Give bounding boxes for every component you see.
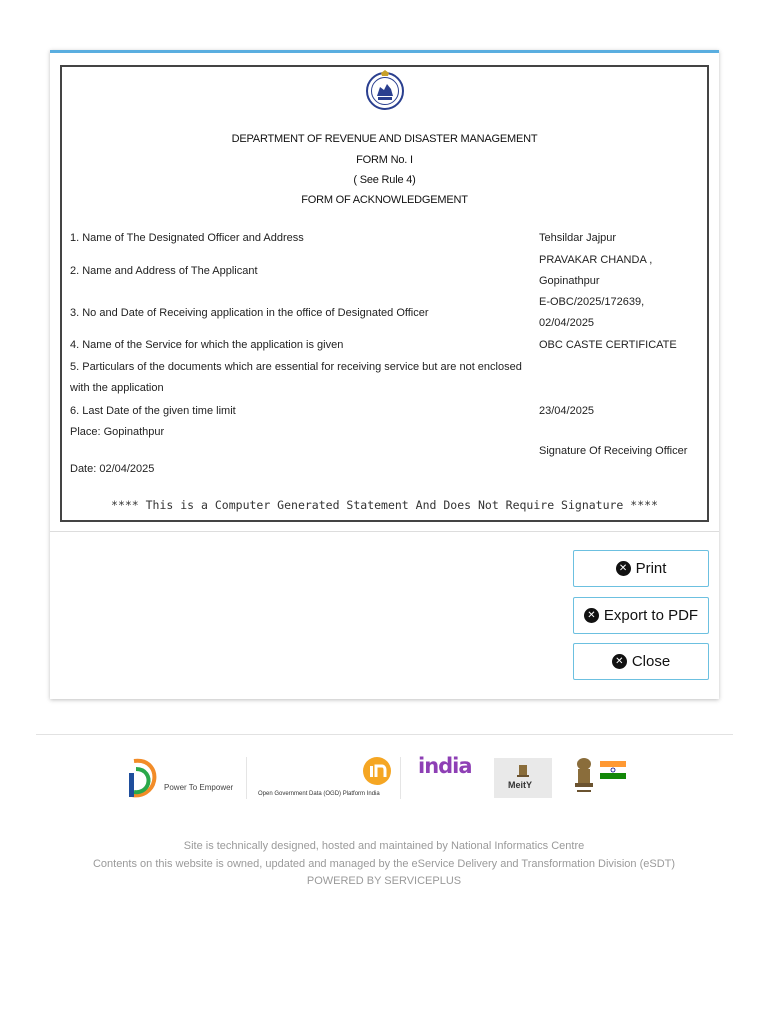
ogd-circle-icon <box>362 756 392 786</box>
signature-label: Signature Of Receiving Officer <box>539 445 688 457</box>
national-emblem-icon <box>516 763 530 777</box>
logo-separator <box>400 757 401 799</box>
service-name-value: OBC CASTE CERTIFICATE <box>539 339 677 351</box>
digital-india-icon <box>126 757 160 799</box>
meity-logo[interactable] <box>494 758 552 798</box>
footer-line-esdt: Contents on this website is owned, updated and managed by the eService Delivery and Transformation Division (eSDT) <box>92 858 676 870</box>
close-circle-icon: ✕ <box>612 654 627 669</box>
applicant-name-value: PRAVAKAR CHANDA , <box>539 254 653 266</box>
print-button[interactable] <box>573 550 709 587</box>
acknowledgement-card <box>50 50 719 699</box>
designated-officer-label: 1. Name of The Designated Officer and Address <box>70 232 304 244</box>
documents-label-line1: 5. Particulars of the documents which are essential for receiving service but are not enclosed <box>70 361 522 373</box>
logo-separator <box>246 757 247 799</box>
form-number: FORM No. I <box>356 154 413 166</box>
application-number-value: E-OBC/2025/172639, <box>539 296 645 308</box>
close-button[interactable] <box>573 643 709 680</box>
footer-logos <box>0 752 768 802</box>
export-pdf-button-label: Export to PDF <box>603 607 699 624</box>
footer-powered-by: POWERED BY SERVICEPLUS <box>306 875 462 887</box>
designated-officer-value: Tehsildar Jajpur <box>539 232 617 244</box>
applicant-address-value: Gopinathpur <box>539 275 600 287</box>
close-circle-icon: ✕ <box>584 608 599 623</box>
date: Date: 02/04/2025 <box>70 463 155 475</box>
application-date-value: 02/04/2025 <box>539 317 595 329</box>
documents-label-line2: with the application <box>70 382 164 394</box>
computer-generated-note: **** This is a Computer Generated Statement And Does Not Require Signature **** <box>111 498 658 512</box>
digital-india-logo[interactable] <box>126 757 241 799</box>
form-title: FORM OF ACKNOWLEDGEMENT <box>301 194 468 206</box>
ashoka-emblem-icon <box>572 756 596 796</box>
place: Place: Gopinathpur <box>70 426 165 438</box>
service-name-label: 4. Name of the Service for which the application is given <box>70 339 344 351</box>
india-portal-logo[interactable] <box>418 754 478 794</box>
department-heading: DEPARTMENT OF REVENUE AND DISASTER MANAGEMENT <box>231 133 538 145</box>
footer-line-nic: Site is technically designed, hosted and maintained by National Informatics Centre <box>183 840 585 852</box>
indian-flag-icon <box>600 761 626 779</box>
close-circle-icon: ✕ <box>616 561 631 576</box>
close-button-label: Close <box>631 653 671 670</box>
export-pdf-button[interactable] <box>573 597 709 634</box>
last-date-value: 23/04/2025 <box>539 405 595 417</box>
ogd-logo[interactable] <box>256 756 396 800</box>
acknowledgement-form <box>60 65 709 522</box>
footer-divider <box>36 734 733 735</box>
form-rule: ( See Rule 4) <box>353 174 416 186</box>
application-receipt-label: 3. No and Date of Receiving application in the office of Designated Officer <box>70 307 429 319</box>
meity-text: MeitY <box>508 780 533 790</box>
card-divider <box>50 531 719 532</box>
digital-india-tagline: Power To Empower <box>164 783 234 792</box>
odisha-emblem-icon <box>364 69 406 111</box>
print-button-label: Print <box>635 560 667 577</box>
last-date-label: 6. Last Date of the given time limit <box>70 405 236 417</box>
india-portal-text: india <box>418 754 472 778</box>
applicant-label: 2. Name and Address of The Applicant <box>70 265 258 277</box>
ogd-text: Open Government Data (OGD) Platform India <box>258 791 380 797</box>
emblem-flag-logo[interactable] <box>572 756 628 798</box>
